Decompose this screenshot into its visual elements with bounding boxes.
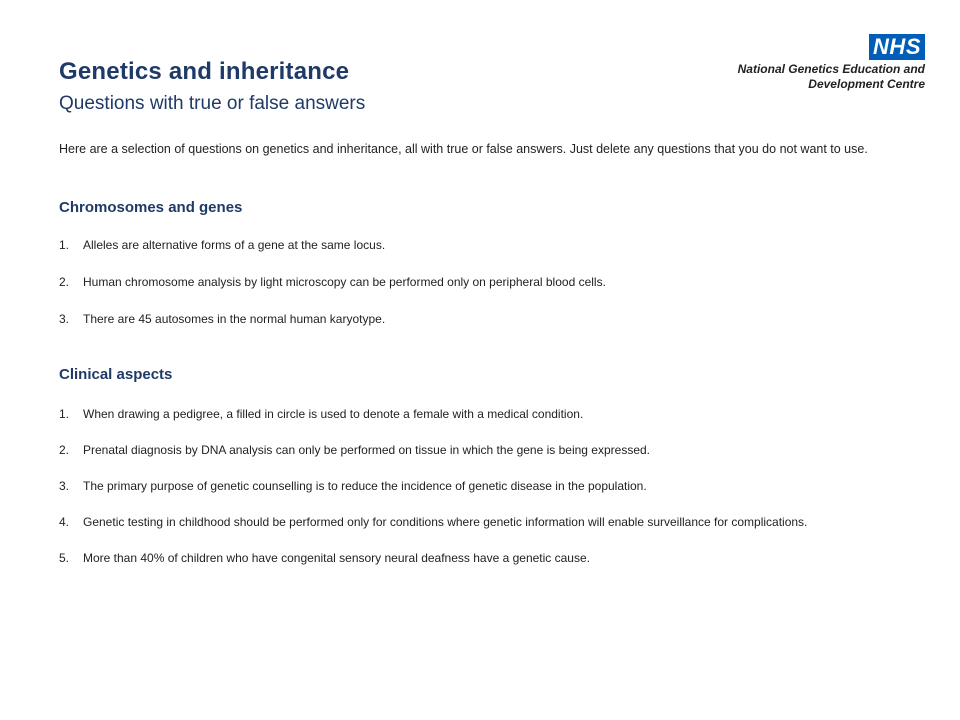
question-number: 1.: [59, 238, 70, 252]
question-number: 3.: [59, 312, 70, 326]
question-list-clinical: [59, 406, 919, 566]
question-list-chromosomes: [59, 237, 919, 327]
question-item: [59, 514, 919, 530]
question-item: [59, 478, 919, 494]
question-item: [59, 442, 919, 458]
question-item: [59, 274, 919, 290]
question-text: Prenatal diagnosis by DNA analysis can only be performed on tissue in which the gene is being expressed.: [83, 443, 650, 457]
logo-line-1: National Genetics Education and: [737, 62, 925, 76]
question-text: Human chromosome analysis by light microscopy can be performed only on peripheral blood cells.: [83, 275, 606, 289]
question-text: Alleles are alternative forms of a gene at the same locus.: [83, 238, 386, 252]
question-number: 4.: [59, 515, 70, 529]
question-number: 3.: [59, 479, 70, 493]
question-item: [59, 550, 919, 566]
question-number: 2.: [59, 275, 70, 289]
question-number: 2.: [59, 443, 70, 457]
question-item: [59, 311, 919, 327]
question-text: The primary purpose of genetic counselling is to reduce the incidence of genetic disease in the population.: [83, 479, 647, 493]
question-number: 5.: [59, 551, 70, 565]
intro-paragraph: Here are a selection of questions on genetics and inheritance, all with true or false answers. Just delete any questions that you do not want to use.: [59, 142, 868, 156]
page-subtitle: Questions with true or false answers: [59, 93, 366, 114]
section-heading-clinical: Clinical aspects: [59, 366, 173, 383]
question-number: 1.: [59, 407, 70, 421]
page-title: Genetics and inheritance: [59, 58, 350, 85]
question-item: [59, 406, 919, 422]
question-item: [59, 237, 919, 253]
section-heading-chromosomes: Chromosomes and genes: [59, 199, 243, 216]
question-text: There are 45 autosomes in the normal human karyotype.: [83, 312, 386, 326]
question-text: More than 40% of children who have congenital sensory neural deafness have a genetic cause.: [83, 551, 590, 565]
nhs-wordmark: NHS: [869, 34, 925, 60]
logo-line-2: Development Centre: [808, 77, 925, 91]
question-text: When drawing a pedigree, a filled in circle is used to denote a female with a medical condition.: [83, 407, 584, 421]
question-text: Genetic testing in childhood should be performed only for conditions where genetic information will enable surveillance for complications.: [83, 515, 808, 529]
nhs-logo: [738, 34, 925, 92]
